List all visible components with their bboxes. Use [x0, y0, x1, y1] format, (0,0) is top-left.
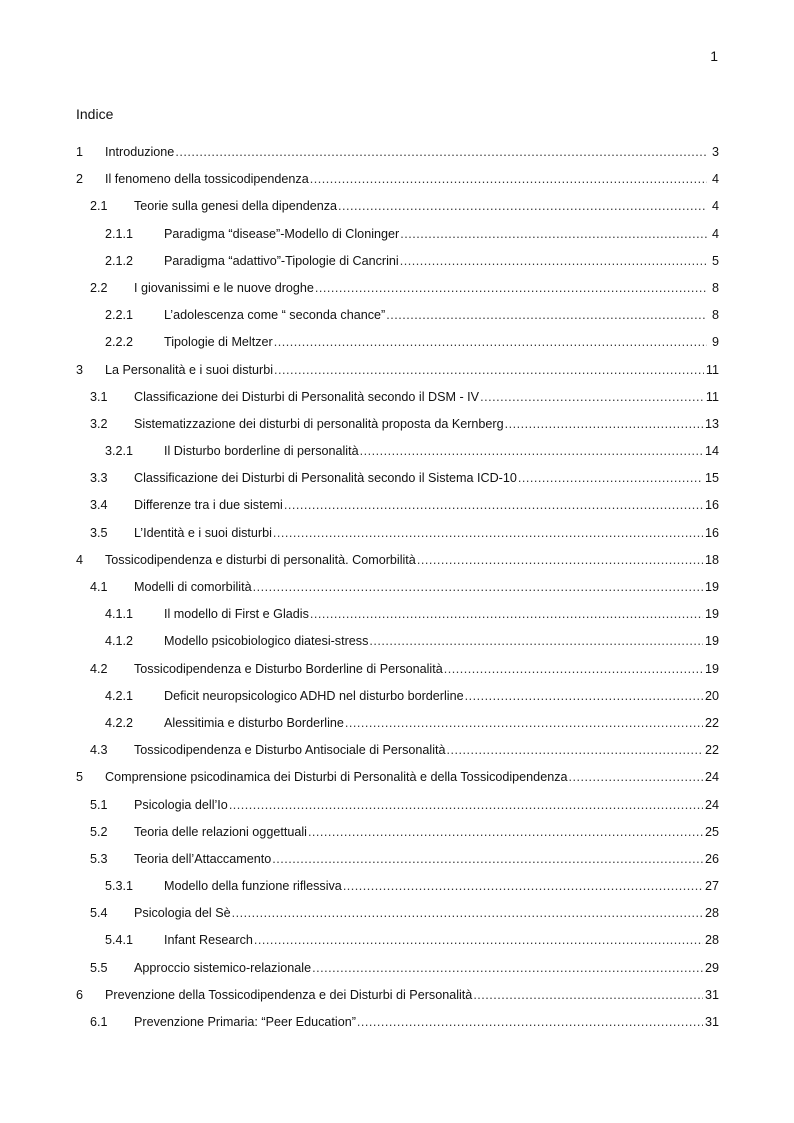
toc-entry-title: Paradigma “adattivo”-Tipologie di Cancrini	[164, 253, 399, 268]
toc-entry-number: 4.1.2	[105, 634, 134, 649]
toc-entry-page: 19	[704, 661, 719, 676]
toc-dot-leader	[232, 903, 703, 923]
toc-entry-page: 22	[704, 743, 719, 758]
toc-entry[interactable]	[76, 713, 719, 740]
toc-entry-page: 11	[705, 362, 719, 377]
toc-entry-page: 4	[711, 199, 719, 214]
toc-entry-page: 5	[711, 253, 719, 268]
toc-entry-number: 3	[76, 362, 84, 377]
toc-entry-title: Modello psicobiologico diatesi-stress	[164, 634, 369, 649]
toc-dot-leader	[310, 604, 703, 624]
toc-entry-number: 4.2.1	[105, 688, 134, 703]
toc-entry[interactable]	[76, 577, 719, 604]
toc-entry-page: 25	[704, 824, 719, 839]
toc-entry-page: 9	[711, 335, 719, 350]
toc-dot-leader	[447, 740, 703, 760]
toc-entry-title: Classificazione dei Disturbi di Personalità secondo il Sistema ICD-10	[134, 471, 517, 486]
toc-dot-leader	[315, 278, 707, 298]
toc-entry-number: 3.2	[90, 416, 108, 431]
toc-entry-title: Psicologia dell’Io	[134, 797, 228, 812]
toc-entry-number: 4.3	[90, 743, 108, 758]
page-number: 1	[710, 48, 718, 64]
toc-entry[interactable]	[76, 903, 719, 930]
toc-entry-page: 28	[704, 906, 719, 921]
toc-dot-leader	[518, 468, 703, 488]
toc-dot-leader	[175, 142, 707, 162]
toc-entry[interactable]	[76, 631, 719, 658]
toc-entry-number: 3.5	[90, 525, 108, 540]
toc-dot-leader	[274, 332, 707, 352]
toc-entry[interactable]	[76, 387, 719, 414]
toc-entry-title: Teoria delle relazioni oggettuali	[134, 824, 307, 839]
toc-entry-number: 4.2	[90, 661, 108, 676]
toc-entry[interactable]	[76, 740, 719, 767]
toc-entry-title: Teoria dell’Attaccamento	[134, 851, 272, 866]
toc-entry[interactable]	[76, 550, 719, 577]
toc-entry-number: 2.2	[90, 280, 108, 295]
toc-entry[interactable]	[76, 441, 719, 468]
toc-entry-number: 4.2.2	[105, 715, 134, 730]
toc-entry[interactable]	[76, 523, 719, 550]
toc-entry-title: Il fenomeno della tossicodipendenza	[105, 172, 309, 187]
toc-dot-leader	[400, 224, 707, 244]
toc-entry-number: 4	[76, 552, 84, 567]
toc-entry-number: 2.1.2	[105, 253, 134, 268]
toc-entry-page: 24	[704, 770, 719, 785]
toc-entry[interactable]	[76, 604, 719, 631]
toc-entry[interactable]	[76, 169, 719, 196]
toc-entry[interactable]	[76, 251, 719, 278]
toc-entry-number: 3.4	[90, 498, 108, 513]
toc-entry-page: 3	[711, 145, 719, 159]
toc-entry-title: Infant Research	[164, 933, 253, 948]
toc-entry-number: 5.1	[90, 797, 108, 812]
toc-entry-number: 5.5	[90, 960, 108, 975]
toc-entry[interactable]	[76, 767, 719, 794]
toc-dot-leader	[369, 631, 703, 651]
toc-dot-leader	[338, 196, 707, 216]
toc-entry[interactable]	[76, 795, 719, 822]
toc-dot-leader	[480, 387, 704, 407]
toc-entry-title: Alessitimia e disturbo Borderline	[164, 715, 344, 730]
toc-entry-number: 2	[76, 172, 84, 187]
toc-entry-page: 19	[704, 580, 719, 594]
toc-entry[interactable]	[76, 332, 719, 359]
toc-entry-page: 27	[704, 879, 719, 894]
toc-entry-title: Deficit neuropsicologico ADHD nel disturbo borderline	[164, 688, 464, 703]
toc-entry[interactable]	[76, 822, 719, 849]
toc-entry-page: 24	[704, 797, 719, 812]
toc-entry[interactable]	[76, 958, 719, 985]
toc-entry-title: Classificazione dei Disturbi di Personalità secondo il DSM - IV	[134, 389, 480, 404]
toc-dot-leader	[253, 577, 703, 597]
toc-entry-page: 19	[704, 607, 719, 622]
toc-entry-page: 19	[704, 634, 719, 649]
toc-entry-number: 6	[76, 987, 84, 1002]
toc-entry-number: 2.1.1	[105, 226, 134, 241]
toc-dot-leader	[254, 930, 703, 950]
toc-entry-title: Comprensione psicodinamica dei Disturbi di Personalità e della Tossicodipendenza	[105, 770, 568, 785]
toc-entry-title: Psicologia del Sè	[134, 906, 231, 921]
toc-entry-page: 28	[704, 933, 719, 948]
toc-entry-title: Modelli di comorbilità	[134, 580, 252, 594]
toc-entry-title: Approccio sistemico-relazionale	[134, 960, 312, 975]
toc-entry-title: L’Identità e i suoi disturbi	[134, 525, 272, 540]
toc-entry-number: 4.1.1	[105, 607, 134, 622]
toc-entry-page: 11	[705, 389, 719, 404]
toc-entry-title: Prevenzione Primaria: “Peer Education”	[134, 1015, 356, 1029]
toc-entry-page: 8	[711, 280, 719, 295]
toc-entry-number: 2.2.2	[105, 335, 134, 350]
toc-entry-title: Teorie sulla genesi della dipendenza	[134, 199, 338, 214]
toc-entry-title: Il modello di First e Gladis	[164, 607, 309, 622]
toc-dot-leader	[417, 550, 703, 570]
toc-entry-page: 13	[704, 416, 719, 431]
toc-dot-leader	[357, 1012, 703, 1032]
toc-heading: Indice	[76, 106, 114, 122]
toc-dot-leader	[386, 305, 707, 325]
toc-entry-number: 5.2	[90, 824, 108, 839]
toc-entry-page: 16	[704, 525, 719, 540]
toc-entry-number: 6.1	[90, 1015, 108, 1029]
toc-dot-leader	[229, 795, 703, 815]
toc-entry[interactable]	[76, 305, 719, 332]
toc-entry[interactable]	[76, 142, 719, 169]
toc-dot-leader	[272, 849, 703, 869]
toc-dot-leader	[444, 659, 703, 679]
toc-entry-number: 5.4	[90, 906, 108, 921]
toc-dot-leader	[473, 985, 703, 1005]
toc-dot-leader	[284, 495, 703, 515]
toc-entry[interactable]	[76, 278, 719, 305]
toc-entry-title: Tipologie di Meltzer	[164, 335, 273, 350]
toc-entry-page: 31	[704, 1015, 719, 1029]
toc-dot-leader	[505, 414, 703, 434]
toc-entry-page: 18	[704, 552, 719, 567]
toc-entry-page: 16	[704, 498, 719, 513]
toc-entry-page: 8	[711, 308, 719, 323]
toc-entry-title: Tossicodipendenza e Disturbo Borderline di Personalità	[134, 661, 443, 676]
toc-dot-leader	[465, 686, 703, 706]
toc-entry[interactable]	[76, 849, 719, 876]
toc-entry[interactable]	[76, 414, 719, 441]
toc-entry-page: 15	[704, 471, 719, 486]
toc-entry-number: 3.1	[90, 389, 108, 404]
toc-dot-leader	[345, 713, 703, 733]
toc-entry-title: Tossicodipendenza e Disturbo Antisociale di Personalità	[134, 743, 446, 758]
toc-dot-leader	[400, 251, 707, 271]
toc-entry[interactable]	[76, 360, 719, 387]
toc-entry[interactable]	[76, 985, 719, 1012]
toc-entry[interactable]	[76, 1012, 719, 1039]
toc-entry-title: Paradigma “disease”-Modello di Cloninger	[164, 226, 400, 241]
toc-dot-leader	[360, 441, 703, 461]
table-of-contents	[76, 142, 719, 1039]
toc-dot-leader	[273, 523, 703, 543]
toc-entry[interactable]	[76, 495, 719, 522]
toc-entry-number: 3.3	[90, 471, 108, 486]
toc-entry-title: I giovanissimi e le nuove droghe	[134, 280, 314, 295]
toc-entry[interactable]	[76, 468, 719, 495]
toc-entry[interactable]	[76, 196, 719, 223]
toc-dot-leader	[310, 169, 707, 189]
toc-entry-title: Modello della funzione riflessiva	[164, 879, 342, 894]
toc-entry-title: L’adolescenza come “ seconda chance”	[164, 308, 386, 323]
toc-entry-title: Introduzione	[105, 145, 175, 159]
toc-entry[interactable]	[76, 686, 719, 713]
toc-entry-number: 5.3	[90, 851, 108, 866]
toc-entry-title: Sistematizzazione dei disturbi di personalità proposta da Kernberg	[134, 416, 504, 431]
toc-entry[interactable]	[76, 930, 719, 957]
toc-entry-number: 3.2.1	[105, 444, 134, 459]
toc-dot-leader	[274, 360, 704, 380]
toc-entry-number: 2.1	[90, 199, 108, 214]
toc-entry-number: 5	[76, 770, 84, 785]
toc-entry-title: Prevenzione della Tossicodipendenza e dei Disturbi di Personalità	[105, 987, 473, 1002]
toc-entry-page: 31	[704, 987, 719, 1002]
toc-dot-leader	[569, 767, 703, 787]
toc-dot-leader	[308, 822, 703, 842]
toc-dot-leader	[343, 876, 703, 896]
toc-entry-number: 2.2.1	[105, 308, 134, 323]
toc-entry-title: Il Disturbo borderline di personalità	[164, 444, 359, 459]
toc-dot-leader	[312, 958, 703, 978]
toc-entry-page: 26	[704, 851, 719, 866]
toc-entry-title: Differenze tra i due sistemi	[134, 498, 283, 513]
toc-entry-number: 1	[76, 145, 84, 159]
toc-entry-title: La Personalità e i suoi disturbi	[105, 362, 274, 377]
toc-entry-page: 4	[711, 226, 719, 241]
toc-entry-number: 4.1	[90, 580, 108, 594]
toc-entry-number: 5.4.1	[105, 933, 134, 948]
toc-entry-page: 29	[704, 960, 719, 975]
toc-entry-page: 22	[704, 715, 719, 730]
toc-entry[interactable]	[76, 876, 719, 903]
toc-entry-number: 5.3.1	[105, 879, 134, 894]
toc-entry[interactable]	[76, 659, 719, 686]
toc-entry-page: 14	[704, 444, 719, 459]
toc-entry-page: 4	[711, 172, 719, 187]
toc-entry-page: 20	[704, 688, 719, 703]
toc-entry[interactable]	[76, 224, 719, 251]
toc-entry-title: Tossicodipendenza e disturbi di personalità. Comorbilità	[105, 552, 416, 567]
